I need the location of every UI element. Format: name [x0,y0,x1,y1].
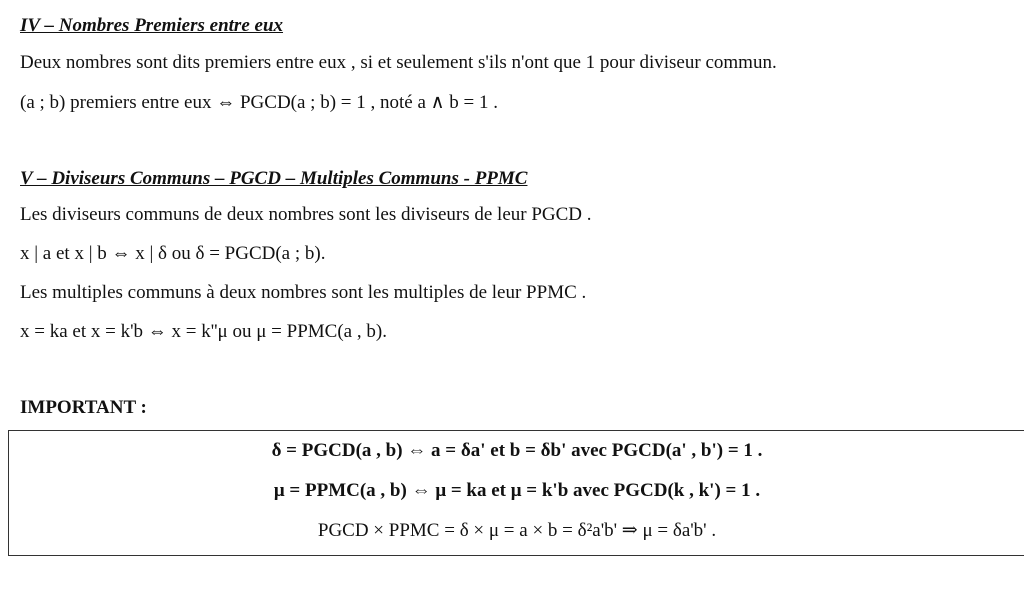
important-label: IMPORTANT : [20,397,147,418]
common-multiples-formula: x = ka et x = k'b ⇔ x = k''μ ou μ = PPMC(a , b). [20,321,387,342]
section-v-heading: V – Diviseurs Communs – PGCD – Multiples Communs - PPMC [20,168,528,189]
important-pgcd-formula: δ = PGCD(a , b) ⇔ a = δa' et b = δb' avec PGCD(a' , b') = 1 . [271,440,763,461]
common-divisors-formula: x | a et x | b ⇔ x | δ ou δ = PGCD(a ; b). [20,243,326,264]
common-multiples-text: Les multiples communs à deux nombres sont les multiples de leur PPMC . [20,282,587,303]
common-divisors-text: Les diviseurs communs de deux nombres sont les diviseurs de leur PGCD . [20,204,592,225]
coprime-definition: Deux nombres sont dits premiers entre eux , si et seulement s'ils n'ont que 1 pour diviseur commun. [20,52,777,73]
important-ppmc-formula: μ = PPMC(a , b) ⇔ μ = ka et μ = k'b avec PGCD(k , k') = 1 . [273,480,761,501]
important-box [8,430,1024,556]
coprime-notation: (a ; b) premiers entre eux ⇔ PGCD(a ; b) = 1 , noté a ∧ b = 1 . [20,92,499,113]
section-iv-heading: IV – Nombres Premiers entre eux [20,15,284,36]
important-product-formula: PGCD × PPMC = δ × μ = a × b = δ²a'b' ⇒ μ = δa'b' . [317,520,717,541]
